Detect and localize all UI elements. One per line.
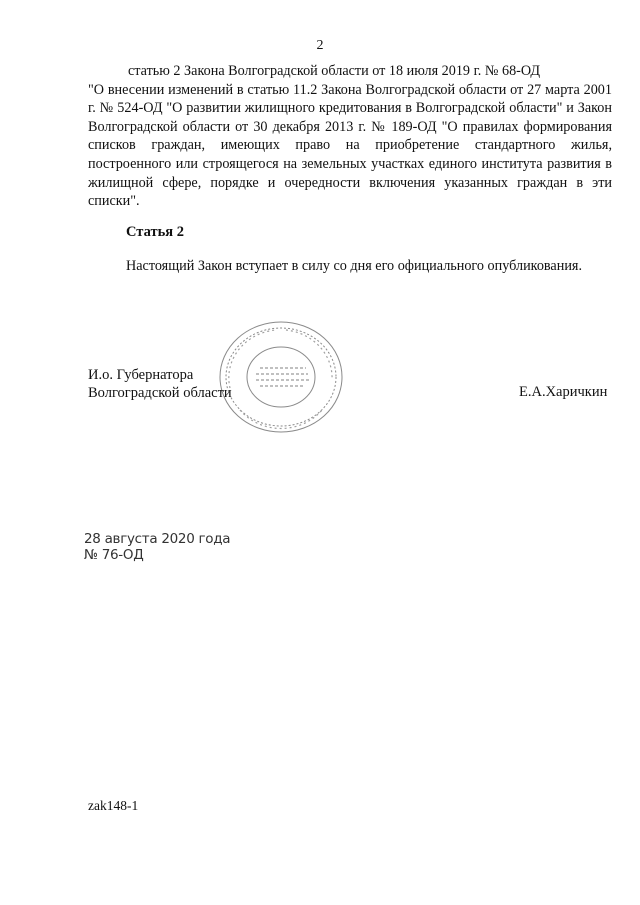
- date-number-block: [84, 531, 230, 563]
- article-2-text: Настоящий Закон вступает в силу со дня его официального опубликования.: [126, 258, 582, 274]
- paragraph-continuation: "О внесении изменений в статью 11.2 Закона Волгоградской области от 27 марта 2001 г. № 524-ОД "О развитии жилищного кредитования в Волгоградской области" и Закон Волгоградской области от 30 декабря 2013 г. № 189-ОД "О правилах формирования списков граждан, имеющих право на приобретение стандартного жилья, построенного или строящегося на земельных участках единого института развития в жилищной сфере, порядке и очередности включения указанных граждан в эти списки".: [88, 81, 612, 210]
- signatory-name: Е.А.Харичкин: [519, 384, 608, 400]
- law-text-paragraph: [88, 62, 612, 211]
- page-number: 2: [316, 38, 324, 53]
- paragraph-line-first: статью 2 Закона Волгоградской области от 18 июля 2019 г. № 68-ОД: [128, 63, 541, 79]
- law-date: 28 августа 2020 года: [84, 531, 231, 547]
- law-number: № 76-ОД: [84, 547, 144, 563]
- official-seal-stamp: [216, 318, 346, 436]
- article-2-title: Статья 2: [126, 224, 184, 240]
- signatory-position-line2: Волгоградской области: [88, 385, 232, 401]
- signatory-position-line1: И.о. Губернатора: [88, 367, 194, 383]
- signatory-position: [88, 366, 232, 402]
- document-code: zak148-1: [88, 798, 139, 813]
